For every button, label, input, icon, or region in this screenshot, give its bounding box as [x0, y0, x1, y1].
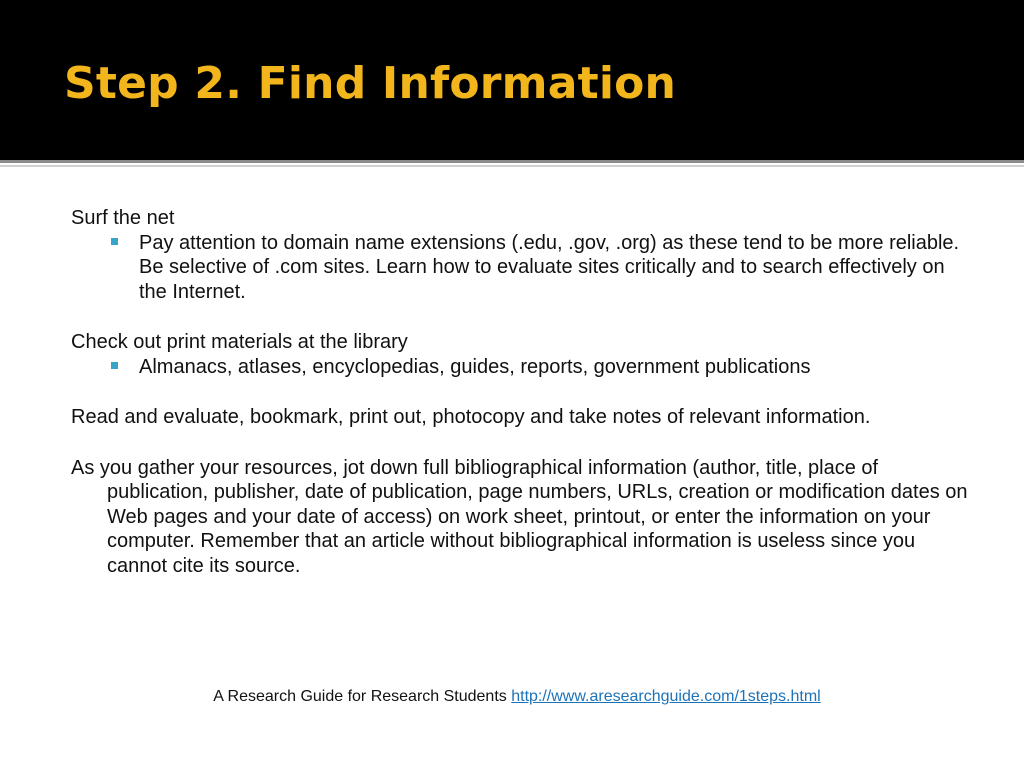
footer-link[interactable]: http://www.aresearchguide.com/1steps.html — [511, 688, 821, 705]
item-print-materials: Check out print materials at the library — [71, 331, 408, 353]
item-surf-the-net: Surf the net — [71, 207, 175, 229]
sub-bullet-print-types — [71, 355, 971, 380]
sub-bullet-text: Almanacs, atlases, encyclopedias, guides, reports, government publications — [139, 355, 811, 378]
slide-content — [71, 206, 971, 578]
sub-bullet-domain-extensions — [71, 231, 971, 305]
footer-text: A Research Guide for Research Students — [213, 688, 512, 705]
square-bullet-icon — [111, 362, 118, 369]
item-read-and-evaluate: Read and evaluate, bookmark, print out, photocopy and take notes of relevant information. — [71, 406, 871, 428]
title-divider-light — [0, 165, 1024, 167]
footer-credit — [0, 688, 1024, 706]
square-bullet-icon — [111, 238, 118, 245]
title-bar — [0, 0, 1024, 160]
sub-bullet-text: Pay attention to domain name extensions (.edu, .gov, .org) as these tend to be more reliable. Be selective of .com sites. Learn how to evaluate sites critically and to search effectively on the Internet. — [139, 231, 960, 303]
slide-title: Step 2. Find Information — [64, 58, 677, 109]
title-divider — [0, 160, 1024, 163]
item-bibliographical-info: As you gather your resources, jot down full bibliographical information (author, title, place of publication, publisher, date of publication, page numbers, URLs, creation or modification dates on Web pages and your date of access) on work sheet, printout, or enter the information on your computer. Remember that an article without bibliographical information is useless since you cannot cite its source. — [71, 456, 968, 577]
